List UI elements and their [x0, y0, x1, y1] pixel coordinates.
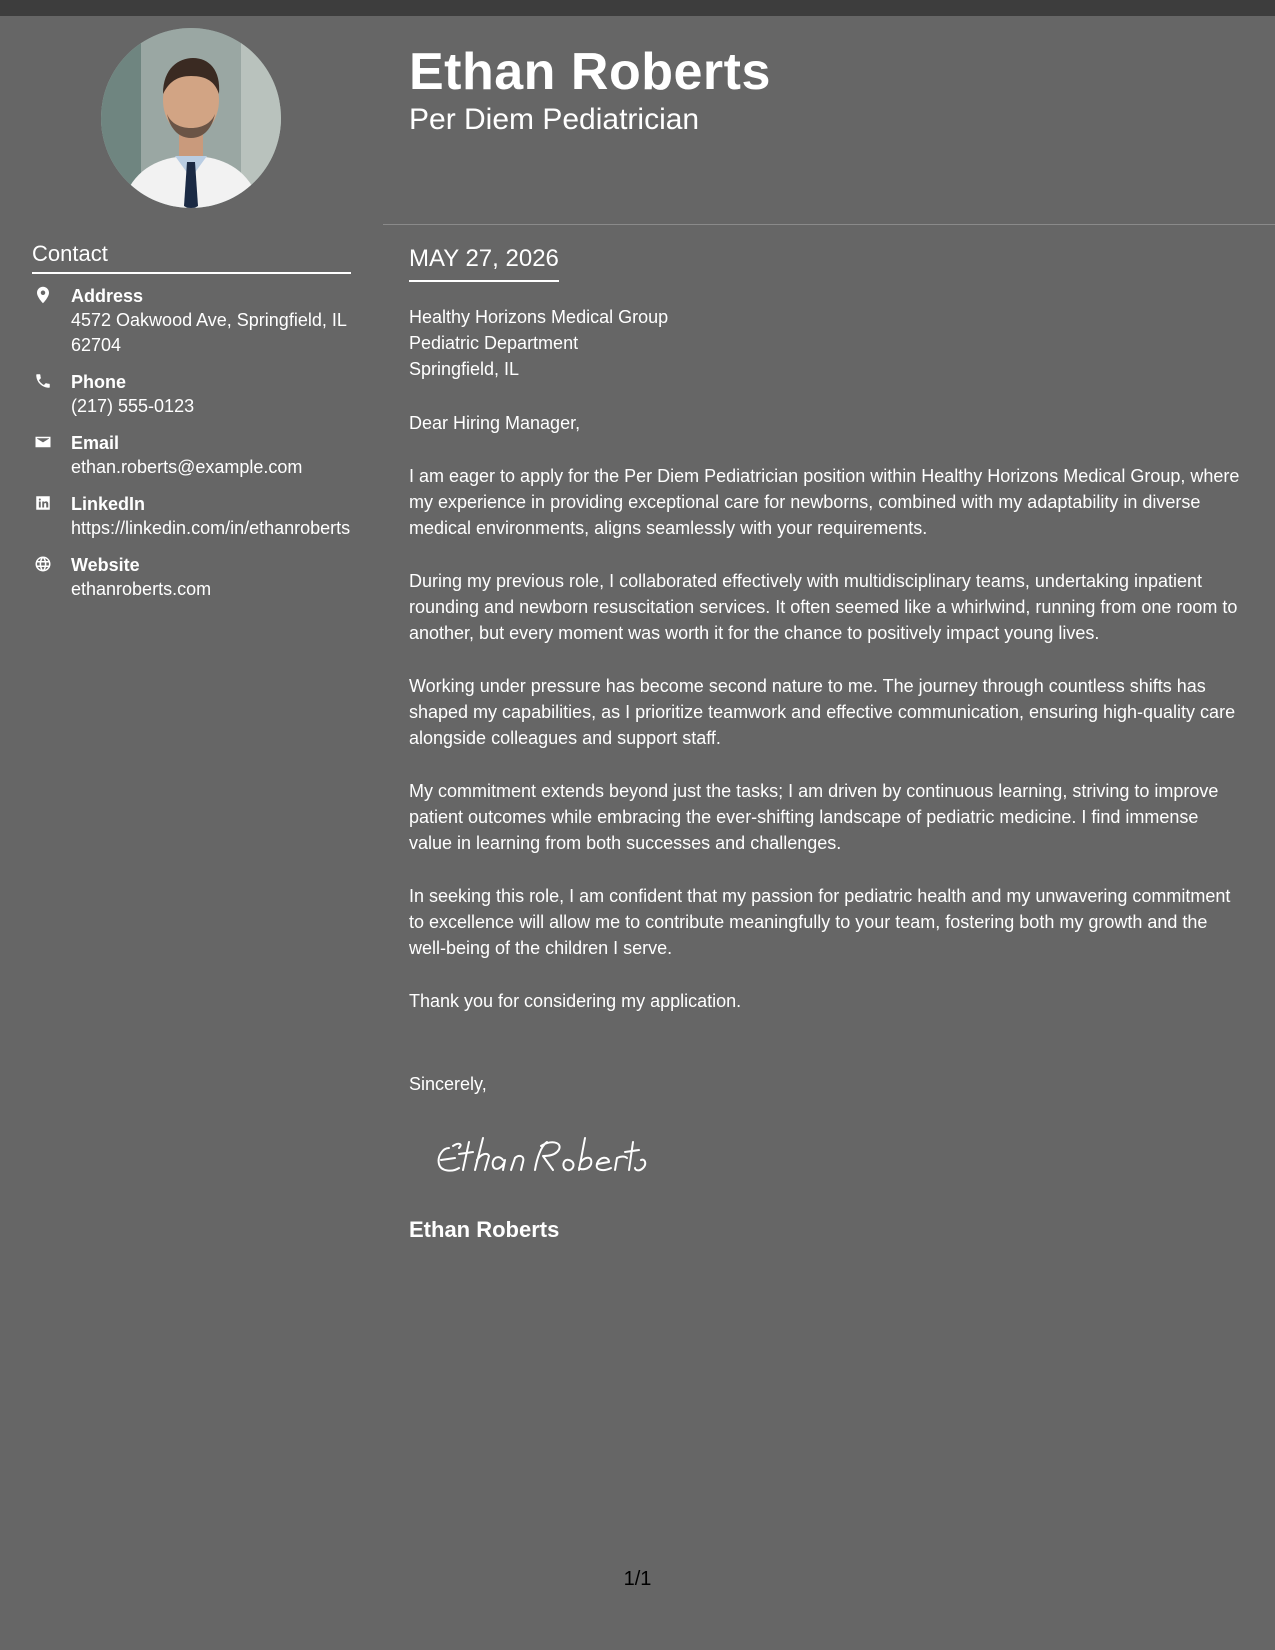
page-number: 1/1: [623, 1568, 652, 1590]
recipient-line: Springfield, IL: [409, 359, 520, 379]
contact-label: LinkedIn: [71, 494, 146, 514]
closing: Sincerely,: [409, 1074, 487, 1094]
letter-paragraph: Working under pressure has become second nature to me. The journey through countless shifts has shaped my capabilities, as I prioritize teamwork and effective communication, ensuring high-quality care alongside colleagues and support staff.: [409, 676, 1236, 748]
letter-paragraph: In seeking this role, I am confident that my passion for pediatric health and my unwavering commitment to excellence will allow me to contribute meaningfully to your team, fostering both my growth and the well-being of the children I serve.: [409, 886, 1231, 958]
contact-item-address: [32, 284, 352, 358]
contact-item-website: [32, 553, 352, 602]
contact-item-email: [32, 431, 352, 480]
contact-item-linkedin: [32, 492, 352, 541]
contact-label: Address: [71, 286, 144, 306]
address-value: 4572 Oakwood Ave, Springfield, IL 62704: [71, 310, 347, 355]
recipient-line: Healthy Horizons Medical Group: [409, 307, 669, 327]
contact-heading: Contact: [32, 240, 351, 274]
sidebar: [0, 16, 383, 1650]
avatar: [101, 28, 281, 208]
letter-paragraph: Thank you for considering my application.: [409, 991, 742, 1011]
linkedin-link[interactable]: https://linkedin.com/in/ethanroberts: [71, 518, 351, 538]
contact-list: [32, 284, 352, 614]
linkedin-icon: [34, 494, 52, 512]
location-pin-icon: [34, 286, 52, 304]
salutation: Dear Hiring Manager,: [409, 413, 581, 433]
applicant-name: Ethan Roberts: [409, 43, 771, 101]
contact-item-phone: [32, 370, 352, 419]
letter-main: [383, 16, 1275, 1650]
contact-label: Phone: [71, 372, 127, 392]
email-icon: [34, 433, 52, 451]
header-divider: [383, 224, 1275, 225]
recipient-line: Pediatric Department: [409, 333, 579, 353]
contact-label: Website: [71, 555, 140, 575]
top-strip: [0, 0, 1275, 16]
globe-icon: [34, 555, 52, 573]
recipient-block: [409, 304, 668, 382]
contact-label: Email: [71, 433, 120, 453]
handwritten-signature: [429, 1128, 649, 1188]
signer-name: Ethan Roberts: [409, 1217, 560, 1242]
email-link[interactable]: ethan.roberts@example.com: [71, 457, 303, 477]
phone-icon: [34, 372, 52, 390]
letter-paragraph: My commitment extends beyond just the tasks; I am driven by continuous learning, striving to improve patient outcomes while embracing the ever-shifting landscape of pediatric medicine. I find immense value in learning from both successes and challenges.: [409, 781, 1219, 853]
profile-photo: [101, 28, 281, 208]
phone-value[interactable]: (217) 555-0123: [71, 396, 195, 416]
job-title: Per Diem Pediatrician: [409, 103, 700, 136]
website-link[interactable]: ethanroberts.com: [71, 579, 212, 599]
letter-paragraph: During my previous role, I collaborated effectively with multidisciplinary teams, undertaking inpatient rounding and newborn resuscitation services. It often seemed like a whirlwind, running from one room to another, but every moment was worth it for the chance to positively impact young lives.: [409, 571, 1238, 643]
letter-paragraph: I am eager to apply for the Per Diem Pediatrician position within Healthy Horizons Medical Group, where my experience in providing exceptional care for newborns, combined with my adaptability in diverse medical environments, aligns seamlessly with your requirements.: [409, 466, 1240, 538]
letter-date: MAY 27, 2026: [409, 244, 559, 282]
letter-body: [409, 410, 1245, 1041]
